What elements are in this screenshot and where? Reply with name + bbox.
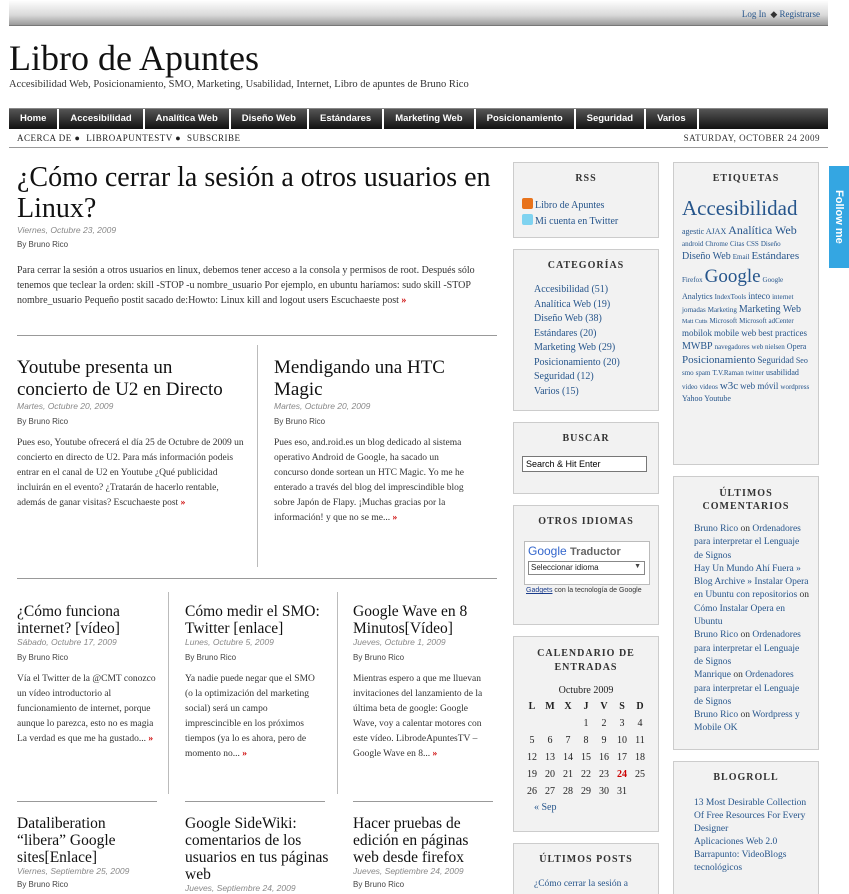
tag-link[interactable]: w3c [719,379,739,392]
calendar-month: Octubre 2009 [558,685,614,696]
tag-link[interactable]: Posicionamiento [682,354,756,367]
widget-title: BLOGROLL [713,772,779,783]
calendar-table [523,698,649,800]
tag-link[interactable]: android [682,239,704,248]
prev-month-link[interactable]: « Sep [534,802,557,813]
post-author: By Bruno Rico [17,653,69,662]
post-author: By Bruno Rico [353,653,405,662]
weekday-header: D [636,701,644,712]
comment-post-link[interactable]: Ordenadores para interpretar el Lenguaje de Signos [694,670,800,707]
google-translate-gadget [524,541,650,585]
post-date: Martes, Octubre 20, 2009 [17,401,114,411]
rss-icon [522,198,533,209]
tag-link[interactable]: wordpress [780,382,810,391]
tag-link[interactable]: Yahoo [682,393,703,403]
calendar-day[interactable]: 30 [599,786,609,797]
comment-author-link[interactable]: Bruno Rico [694,630,739,641]
tag-link[interactable]: spam [695,369,711,378]
tag-link[interactable]: Seguridad [757,355,794,366]
twitter-link[interactable]: Mi cuenta en Twitter [535,216,619,227]
login-link[interactable]: Log In [741,9,767,19]
post-excerpt: Para cerrar la sesión a otros usuarios en linux, debemos tener acceso a la consola y permisos de root. Después sólo tenemos que teclear la orden: skill -STOP -u nombre_usuario Por ejemplo, en ubuntu haríamos: sudo skill -STOP nombre_usuario Pequeño postit sacado de:Howto: Linux kill and logout users Escuchaeste post » [17,265,475,306]
calendar-day[interactable]: 10 [617,735,627,746]
post-card [17,815,157,889]
tag-link[interactable]: Citas [729,239,745,248]
blogroll-link[interactable]: 13 Most Desirable Collection Of Free Resources For Every Designer [694,798,807,834]
read-more-link[interactable]: » [432,749,438,759]
post-date: Sábado, Octubre 17, 2009 [17,637,117,647]
calendar-empty [541,715,559,732]
calendar-day[interactable]: 20 [545,769,555,780]
sub-nav [9,130,828,148]
divider [17,801,157,802]
comments-list [694,523,810,736]
widget-title: ETIQUETAS [712,173,780,184]
twitter-follow-tab[interactable]: Follow me [829,166,849,268]
comment-post-link[interactable]: Ordenadores para interpretar el Lenguaje de Signos [694,630,801,667]
tag-link[interactable]: Microsoft adCenter [739,317,794,326]
tag-link[interactable]: T.V.Raman [712,369,744,378]
post-title[interactable]: Dataliberation “libera” Google sites[Enlace] [17,815,116,866]
tag-link[interactable]: twitter [745,369,764,378]
weekday-header: M [545,701,555,712]
tag-link[interactable]: Chrome [705,239,728,248]
tag-link[interactable]: Matt Cutts [682,319,708,326]
post-excerpt: Pues eso, and.roid.es un blog dedicado al sistema operativo Android de Google, ha sacado un concurso donde sortean un HTC Magic. Yo me he enterado a través del blog del imprescindible blog sobre Japón de Flapy. ¡Muchas gracias por la información! y que no se me... » [274,438,464,523]
comment-item [694,669,810,709]
calendar-day[interactable]: 26 [527,786,537,797]
calendar-day[interactable]: 7 [565,735,571,746]
bullet: ● [74,133,81,143]
tag-link[interactable]: web nielsen [751,342,785,351]
blogroll-link[interactable]: Barrapunto: VideoBlogs tecnológicos [694,850,787,873]
calendar-day[interactable]: 5 [529,735,535,746]
comment-item [694,563,810,629]
current-date: SATURDAY, OCTOBER 24 2009 [683,133,820,143]
calendar-day[interactable]: 22 [581,769,591,780]
tag-link[interactable]: AJAX [705,227,727,237]
widget-title: ÚLTIMOS POSTS [539,854,633,865]
calendar-day[interactable]: 23 [599,769,609,780]
nav-seguridad[interactable]: Seguridad [576,109,646,129]
post-card [17,603,157,747]
read-more-link[interactable]: » [180,498,186,508]
post-title[interactable]: Youtube presenta un concierto de U2 en Directo [17,357,223,400]
calendar-day[interactable]: 29 [581,786,591,797]
tag-link[interactable]: web móvil [740,380,779,391]
categories-widget [513,249,659,411]
comment-author-link[interactable]: Bruno Rico [694,524,739,534]
post-date: Jueves, Septiembre 24, 2009 [353,866,464,876]
tag-link[interactable]: Google [762,276,784,285]
rss-widget [513,162,659,238]
nav-varios[interactable]: Varios [646,109,699,129]
calendar-day[interactable]: 15 [581,752,591,763]
post-date: Jueves, Octubre 1, 2009 [353,637,446,647]
tag-cloud [682,194,810,404]
calendar-day[interactable]: 24 [617,769,627,780]
post-excerpt: Ya nadie puede negar que el SMO (o la optimización del marketing social) será un campo imprescincible en los próximos tiempos (ya lo es ahora, pero de momento no... » [185,674,315,759]
post-author: By Bruno Rico [17,240,69,249]
post-title[interactable]: Mendigando una HTC Magic [274,357,445,400]
read-more-link[interactable]: » [401,295,407,306]
calendar-empty [559,715,577,732]
blogroll-widget [673,761,819,894]
post-title[interactable]: Google SideWiki: comentarios de los usuarios en tus páginas web [185,815,329,883]
calendar-day[interactable]: 4 [637,718,643,729]
nav-home[interactable]: Home [9,109,59,129]
tag-link[interactable]: Firefox [682,276,703,285]
column-divider [257,345,258,567]
post-card [274,357,474,526]
read-more-link[interactable]: » [392,513,398,523]
recent-post-link[interactable]: ¿Cómo cerrar la sesión a [534,879,628,889]
post-excerpt: Mientras espero a que me lluevan invitaciones del lanzamiento de la última beta de google: Google Wave, voy a calentar motores con este vídeo. LibrodeApuntesTV – Google Wave en 8... » [353,674,483,759]
comment-on-text: on [738,710,753,721]
post-author: By Bruno Rico [185,653,237,662]
post-card [353,603,493,762]
post-card [17,357,245,511]
post-date: Martes, Octubre 20, 2009 [274,401,371,411]
weekday-header: X [564,701,572,712]
post-excerpt: Pues eso, Youtube ofrecerá el día 25 de Octubre de 2009 un concierto en directo de U2. Para más información podeis entrar en el canal de U2 en Youtube ¿Qué publicidad incluirán en el evento? ¿Tratarán de hacerlo rentable, además de ganar visitas? Escuchaeste post » [17,438,244,508]
register-link[interactable]: Registrarse [779,9,820,19]
nav-estandares[interactable]: Estándares [309,109,384,129]
post-date: Jueves, Septiembre 24, 2009 [185,883,296,893]
calendar-day[interactable]: 8 [583,735,589,746]
tag-link[interactable]: inteco [748,290,771,301]
tag-link[interactable]: Marketing Web [738,303,801,315]
calendar-day[interactable]: 18 [635,752,645,763]
widget-title: CALENDARIO DE ENTRADAS [537,648,635,673]
post-title[interactable]: Cómo medir el SMO: Twitter [enlace] [185,603,320,637]
calendar-day[interactable]: 19 [527,769,537,780]
site-description: Accesibilidad Web, Posicionamiento, SMO, Marketing, Usabilidad, Internet, Libro de apuntes de Bruno Rico [9,79,469,90]
calendar-day[interactable]: 6 [547,735,553,746]
weekday-header: J [583,701,589,712]
nav-posicionamiento[interactable]: Posicionamiento [476,109,576,129]
comment-item [694,629,810,669]
tag-link[interactable]: jornadas [682,305,706,314]
post-author: By Bruno Rico [17,417,69,426]
comment-post-link[interactable]: Cómo Instalar Opera en Ubuntu [694,603,786,628]
subnav-acerca[interactable]: ACERCA DE [17,133,72,143]
top-bar [9,0,828,26]
tag-link[interactable]: Analytics [682,291,713,301]
column-divider [337,592,338,794]
comment-author-link[interactable]: Hay Un Mundo Ahí Fuera » Blog Archive » Instalar Opera en Ubuntu con repositorios [694,563,809,601]
google-logo: Google [528,544,567,558]
calendar-day[interactable]: 21 [563,769,573,780]
subnav-subscribe[interactable]: SUBSCRIBE [186,133,241,143]
main-nav [9,108,828,129]
tag-link[interactable]: Accesibilidad [682,196,798,220]
calendar-day[interactable]: 28 [563,786,573,797]
translator-label: Traductor [570,546,621,558]
calendar-day[interactable]: 3 [619,718,625,729]
post-title[interactable]: Google Wave en 8 Minutos[Vídeo] [353,603,468,637]
post-card [185,815,330,893]
calendar-widget [513,636,659,832]
calendar-day[interactable]: 17 [617,752,627,763]
tag-link[interactable]: Seo [795,356,808,366]
calendar-day[interactable]: 16 [599,752,609,763]
calendar-day[interactable]: 25 [635,769,645,780]
comment-item [694,709,810,736]
tag-link[interactable]: IndexTools [714,292,747,301]
tag-link[interactable]: agestic [682,227,705,237]
read-more-link[interactable]: » [148,734,154,744]
search-input[interactable] [522,456,647,472]
divider [17,578,497,579]
tag-link[interactable]: CSS [746,239,759,248]
tag-link[interactable]: usabilidad [765,368,799,378]
nav-marketing-web[interactable]: Marketing Web [384,109,475,129]
widget-title: BUSCAR [562,433,610,444]
recent-comments-widget [673,476,819,750]
tag-link[interactable]: Opera [786,341,807,351]
nav-analitica-web[interactable]: Analítica Web [145,109,231,129]
tag-link[interactable]: Estándares [751,250,800,263]
calendar-day[interactable]: 13 [545,752,555,763]
powered-by-text: con la tecnología de Google [554,587,642,594]
category-link[interactable]: Estándares (20) [534,327,597,339]
comment-item [694,523,810,563]
widget-title: RSS [575,173,597,184]
divider [353,801,493,802]
divider [185,801,325,802]
read-more-link[interactable]: » [242,749,248,759]
tag-link[interactable]: MWBP [682,340,713,352]
post-title[interactable]: ¿Cómo funciona internet? [vídeo] [17,603,120,637]
site-title[interactable]: Libro de Apuntes [9,38,259,78]
tag-link[interactable]: Email [732,253,750,262]
tag-link[interactable]: videos [699,382,718,391]
subnav-libroapuntestv[interactable]: LIBROAPUNTESTV [86,133,173,143]
post-author: By Bruno Rico [17,880,69,889]
comment-post-link[interactable]: Wordpress y Mobile OK [694,710,800,734]
calendar-day[interactable]: 31 [617,786,627,797]
post-date: Lunes, Octubre 5, 2009 [185,637,274,647]
search-widget [513,422,659,494]
comment-post-link[interactable]: Ordenadores para interpretar el Lenguaje de Signos [694,524,801,561]
tag-link[interactable]: mobile web [714,327,757,338]
category-link[interactable]: Analítica Web (19) [534,298,611,310]
calendar-day[interactable]: 2 [601,718,607,729]
comment-on-text: on [738,630,753,641]
tag-link[interactable]: Google [704,266,761,288]
widget-title: CATEGORÍAS [547,260,625,271]
comment-on-text: on [797,590,810,601]
separator: ◆ [770,9,778,19]
comment-on-text: on [738,524,753,534]
language-select[interactable]: Seleccionar idioma ▼ [528,561,645,575]
tag-link[interactable]: Diseño Web [682,251,731,263]
category-link[interactable]: Diseño Web (38) [534,313,602,324]
weekday-header: L [528,701,536,712]
tag-link[interactable]: smo [682,369,694,378]
post-excerpt: Vía el Twitter de la @CMT conozco un vídeo introductorio al funcionamiento de internet, porque aunque lo parezca, esto no es magia La verdad es que me ha gustado... » [17,674,156,744]
twitter-icon [522,214,533,225]
featured-post [17,162,495,308]
calendar-empty [523,715,541,732]
tag-link[interactable]: Marketing [707,305,737,314]
nav-diseno-web[interactable]: Diseño Web [231,109,309,129]
weekday-header: V [600,701,608,712]
comment-author-link[interactable]: Bruno Rico [694,710,739,721]
calendar-day[interactable]: 27 [545,786,555,797]
calendar-empty [631,783,649,800]
gadgets-link[interactable]: Gadgets [526,587,553,594]
comment-on-text: on [730,670,746,681]
blogroll-link[interactable]: Aplicaciones Web 2.0 [694,837,778,847]
tag-link[interactable]: mobilok [682,327,713,338]
post-card [353,815,493,889]
post-title[interactable]: Hacer pruebas de edición en páginas web desde firefox [353,815,469,866]
divider [17,335,497,336]
tag-link[interactable]: internet [772,292,794,301]
tag-link[interactable]: Diseño [760,239,781,248]
tag-link[interactable]: Youtube [704,393,731,403]
category-link[interactable]: Varios (15) [534,385,579,397]
calendar-day[interactable]: 11 [635,735,645,746]
post-date: Viernes, Septiembre 25, 2009 [17,866,130,876]
calendar-day[interactable]: 1 [583,718,589,729]
tag-link[interactable]: Microsoft [709,317,738,326]
post-author: By Bruno Rico [274,417,326,426]
widget-title: ÚLTIMOS COMENTARIOS [702,488,790,512]
tags-widget [673,162,819,465]
calendar-day[interactable]: 9 [601,735,607,746]
post-date: Viernes, Octubre 23, 2009 [17,225,117,235]
category-link[interactable]: Accesibilidad (51) [534,284,609,295]
comment-author-link[interactable]: Manrique [694,670,731,681]
translate-widget [513,505,659,625]
widget-title: OTROS IDIOMAS [538,516,634,527]
category-link[interactable]: Posicionamiento (20) [534,356,620,368]
tag-link[interactable]: video [682,382,698,391]
column-divider [168,592,169,794]
rss-feed-link[interactable]: Libro de Apuntes [535,200,605,211]
tag-link[interactable]: Analítica Web [728,223,797,238]
category-link[interactable]: Marketing Web (29) [534,342,616,353]
bullet: ● [175,133,182,143]
recent-posts-widget [513,843,659,894]
calendar-day[interactable]: 12 [527,752,537,763]
post-title[interactable]: ¿Cómo cerrar la sesión a otros usuarios en Linux? [17,162,491,224]
tag-link[interactable]: best practices [758,327,807,338]
account-links [742,9,820,20]
nav-accesibilidad[interactable]: Accesibilidad [59,109,144,129]
weekday-header: S [619,701,625,712]
tag-link[interactable]: navegadores [714,342,750,351]
calendar-day[interactable]: 14 [563,752,573,763]
category-link[interactable]: Seguridad (12) [534,371,594,382]
post-author: By Bruno Rico [353,880,405,889]
post-card [185,603,325,762]
